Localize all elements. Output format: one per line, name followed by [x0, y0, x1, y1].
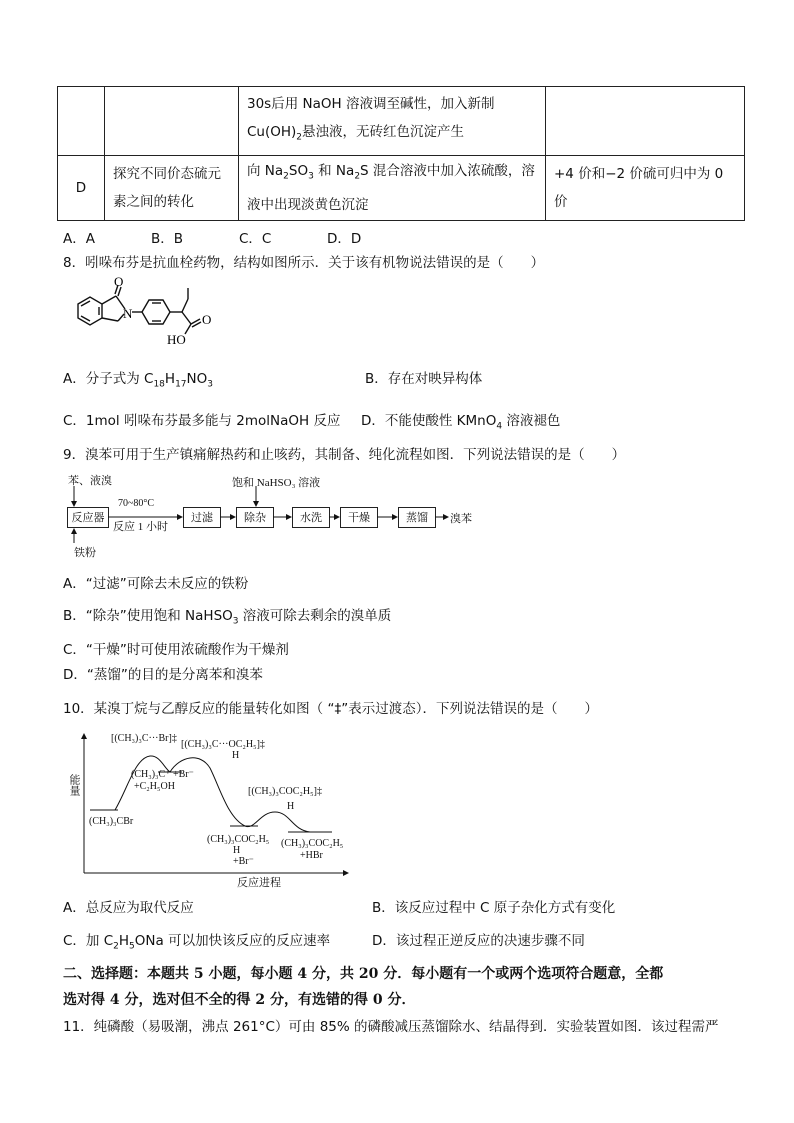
row2-operation-line1: 向 $Na_2SO_3$ 和 $Na_2S$ 混合溶液中加入浓硫酸，溶	[247, 163, 535, 182]
q9-option-a: A．“过滤”可除去未反应的铁粉	[63, 576, 249, 592]
q9-option-d: D．“蒸馏”的目的是分离苯和溴苯	[63, 667, 263, 683]
q8-option-d: D．不能使酸性 KMnO$_4$ 溶液褪色	[361, 413, 561, 432]
q11-stem: 11．纯磷酸（易吸潮，沸点 261°C）可由 85% 的磷酸减压蒸馏除水、结晶得到．实验装置如图．该过程需严	[63, 1019, 719, 1035]
flow-impurity-removal: 除杂	[236, 507, 274, 528]
energy-axis-label: 能量	[68, 774, 80, 796]
section2-heading-line2: 选对得 4 分，选对但不全的得 2 分，有选错的得 0 分．	[63, 992, 416, 1008]
q8-option-a: A．分子式为 $C_{18}H_{17}NO_3$	[63, 371, 213, 390]
section2-heading-line1: 二、选择题：本题共 5 小题，每小题 4 分，共 20 分．每小题有一个或两个选项符合题意，全都	[63, 966, 664, 982]
indobufen-structure	[68, 276, 228, 356]
q8-option-b: B．存在对映异构体	[365, 371, 483, 387]
row2-conclusion: +4 价和−2 价硫可归中为 0 价	[546, 156, 745, 221]
flow-water-wash: 水洗	[292, 507, 330, 528]
q9-option-b: B．“除杂”使用饱和 NaHSO$_3$ 溶液可除去剩余的溴单质	[63, 608, 392, 627]
carbonyl-o-label: O	[114, 276, 124, 289]
progress-axis-label: 反应进程	[237, 877, 281, 889]
row1-operation-line1: 30s后用 NaOH 溶液调至碱性，加入新制	[247, 96, 495, 113]
hydroxyl-label: HO	[167, 332, 186, 347]
q10-option-d: D．该过程正逆反应的决速步骤不同	[372, 933, 585, 949]
q9-option-c: C．“干燥”时可使用浓硫酸作为干燥剂	[63, 642, 289, 658]
q10-option-a: A．总反应为取代反应	[63, 900, 194, 916]
nitrogen-label: N	[123, 306, 133, 321]
q10-option-c: C．加 $C_2H_5ONa$ 可以加快该反应的反应速率	[63, 933, 331, 952]
q8-stem: 8．吲哚布芬是抗血栓药物，结构如图所示．关于该有机物说法错误的是（ ）	[63, 255, 545, 271]
q10-option-b: B．该反应过程中 C 原子杂化方式有变化	[372, 900, 616, 916]
table-row: D 探究不同价态硫元 素之间的转化 向 $Na_2SO_3$ 和 $Na_2S$ 混合溶液中加入浓硫酸，溶 液中出现淡黄色沉淀 +4 价和−2 价硫可归中为 0 价	[58, 156, 745, 221]
flow-distill: 蒸馏	[398, 507, 436, 528]
q8-option-c: C．1mol 吲哚布芬最多能与 2molNaOH 反应	[63, 413, 341, 429]
flow-arrows	[60, 480, 460, 550]
flow-dry: 干燥	[340, 507, 378, 528]
q10-stem: 10．某溴丁烷与乙醇反应的能量转化如图（ “‡”表示过渡态）．下列说法错误的是（ ）	[63, 701, 598, 717]
q9-stem: 9．溴苯可用于生产镇痛解热药和止咳药，其制备、纯化流程如图．下列说法错误的是（ ）	[63, 447, 626, 463]
flow-reactor: 反应器	[67, 507, 109, 528]
experiment-table	[57, 86, 745, 221]
row1-operation-line2: $Cu(OH)_2$悬浊液，无砖红色沉淀产生	[247, 124, 465, 143]
q7-options: A．A B．B C．C D．D	[63, 231, 362, 247]
acid-o-label: O	[202, 312, 212, 327]
table-row	[58, 87, 745, 156]
flow-filter: 过滤	[183, 507, 221, 528]
energy-profile-curve	[60, 728, 360, 888]
row-label: D	[58, 156, 105, 221]
